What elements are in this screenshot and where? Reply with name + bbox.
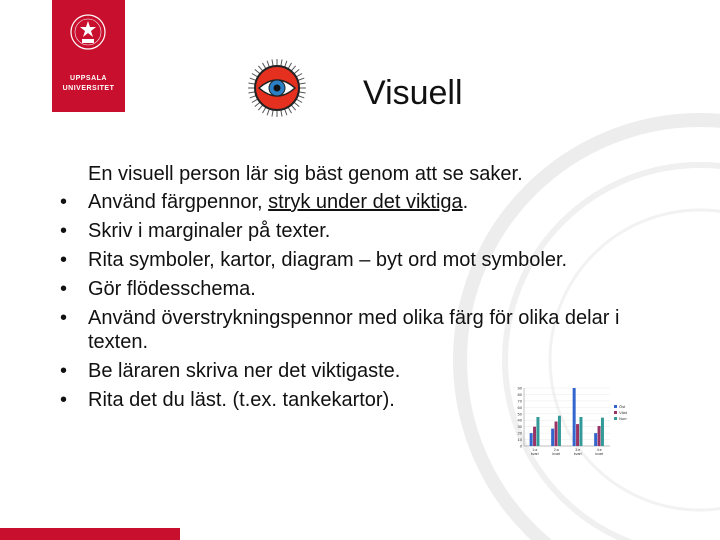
eye-ray — [298, 96, 305, 98]
eye-ray — [272, 110, 273, 117]
bullet-dot: • — [60, 220, 68, 242]
eye-ray — [296, 99, 302, 103]
page-title: Visuell — [363, 74, 463, 112]
eye-ray — [252, 74, 258, 78]
chart-bar — [551, 429, 554, 446]
bullet-dot: • — [60, 278, 68, 300]
eye-ray — [285, 109, 287, 116]
bullet-item — [60, 277, 660, 301]
x-tick-label: 1:a — [532, 448, 538, 452]
y-tick-label: 50 — [517, 411, 522, 417]
legend-label: Väst — [619, 410, 628, 415]
eye-ray — [299, 83, 306, 84]
x-tick-label: kvart — [595, 452, 604, 456]
logo-line-1: UPPSALA — [70, 75, 107, 82]
chart-bar — [598, 426, 601, 446]
chart-bar — [558, 416, 561, 446]
bullet-text-before: Använd färgpennor, — [88, 191, 269, 213]
chart-bar — [533, 427, 536, 446]
eye-ray — [258, 66, 262, 71]
legend-label: Norr — [619, 416, 627, 421]
eye-ray — [248, 92, 255, 93]
x-tick-label: 4:e — [596, 448, 602, 452]
eye-ray — [288, 63, 292, 69]
eye-ray — [285, 61, 287, 68]
eye-ray — [291, 66, 295, 71]
chart-bar — [601, 418, 604, 446]
eye-ray — [258, 105, 262, 110]
uppsala-seal-icon — [68, 12, 108, 62]
eye-ray — [296, 74, 302, 78]
y-tick-label: 70 — [517, 398, 522, 404]
bottom-brand-bar — [0, 528, 180, 540]
chart-bar — [594, 433, 597, 446]
eye-ray — [252, 99, 258, 103]
bullet-text: Rita det du läst. (t.ex. tankekartor). — [88, 389, 395, 411]
bullet-item — [60, 219, 660, 243]
y-tick-label: 30 — [517, 424, 522, 430]
university-logo — [52, 0, 125, 112]
eye-ray — [250, 78, 257, 80]
y-tick-label: 20 — [517, 430, 522, 436]
eye-ray — [248, 83, 255, 84]
logo-line-2: UNIVERSITET — [62, 85, 115, 92]
x-tick-label: 3:e — [575, 448, 581, 452]
y-tick-label: 40 — [517, 417, 522, 423]
y-tick-label: 10 — [517, 437, 522, 443]
chart-bar — [573, 388, 576, 446]
bullet-item — [60, 359, 660, 383]
y-tick-label: 60 — [517, 404, 522, 410]
eye-ray — [267, 61, 269, 68]
eye-icon — [244, 58, 310, 118]
eye-ray — [255, 102, 260, 106]
x-tick-label: kvart — [530, 452, 539, 456]
bullet-dot: • — [60, 249, 68, 271]
y-tick-label: 80 — [517, 391, 522, 397]
eye-ray — [299, 92, 306, 93]
x-tick-label: 2:a — [553, 448, 559, 452]
bullet-text: Be läraren skriva ner det viktigaste. — [88, 360, 401, 382]
eye-ray — [255, 69, 260, 73]
eye-ray — [263, 107, 267, 113]
eye-ray — [281, 59, 282, 66]
eye-ray — [272, 59, 273, 66]
eye-ray — [291, 105, 295, 110]
eye-ray — [267, 109, 269, 116]
bullet-text: Använd överstrykningspennor med olika färg för olika delar i texten. — [88, 307, 620, 353]
mini-bar-chart — [510, 384, 645, 464]
chart-bar — [536, 417, 539, 446]
legend-swatch — [614, 405, 617, 408]
bullet-item — [60, 306, 660, 354]
y-tick-label: 90 — [517, 385, 522, 391]
eye-ray — [294, 69, 299, 73]
bullet-item — [60, 190, 660, 214]
bullet-text: Gör flödesschema. — [88, 278, 256, 300]
eye-ray — [294, 102, 299, 106]
y-tick-label: 0 — [519, 443, 522, 449]
legend-label: Öst — [619, 404, 626, 409]
bullet-text: Skriv i marginaler på texter. — [88, 220, 331, 242]
eye-ray — [250, 96, 257, 98]
eye-ray — [263, 63, 267, 69]
bullet-item — [60, 248, 660, 272]
bullet-dot: • — [60, 191, 68, 213]
bullet-text: Rita symboler, kartor, diagram – byt ord mot symboler. — [88, 249, 568, 271]
legend-swatch — [614, 411, 617, 414]
bullet-text-after: . — [462, 191, 469, 213]
eye-ray — [288, 107, 292, 113]
x-tick-label: kvart — [552, 452, 561, 456]
legend-swatch — [614, 417, 617, 420]
chart-bar — [555, 422, 558, 446]
bullet-list — [60, 190, 660, 417]
intro-text: En visuell person lär sig bäst genom att se saker. — [88, 163, 523, 185]
chart-bar — [576, 424, 579, 446]
bullet-dot: • — [60, 307, 68, 329]
underlined-text: stryk under det viktiga — [268, 191, 463, 213]
bullet-dot: • — [60, 389, 68, 411]
chart-bar — [530, 433, 533, 446]
bullet-dot: • — [60, 360, 68, 382]
eye-ray — [298, 78, 305, 80]
eye-ray — [281, 110, 282, 117]
chart-bar — [579, 417, 582, 446]
x-tick-label: kvart — [573, 452, 582, 456]
